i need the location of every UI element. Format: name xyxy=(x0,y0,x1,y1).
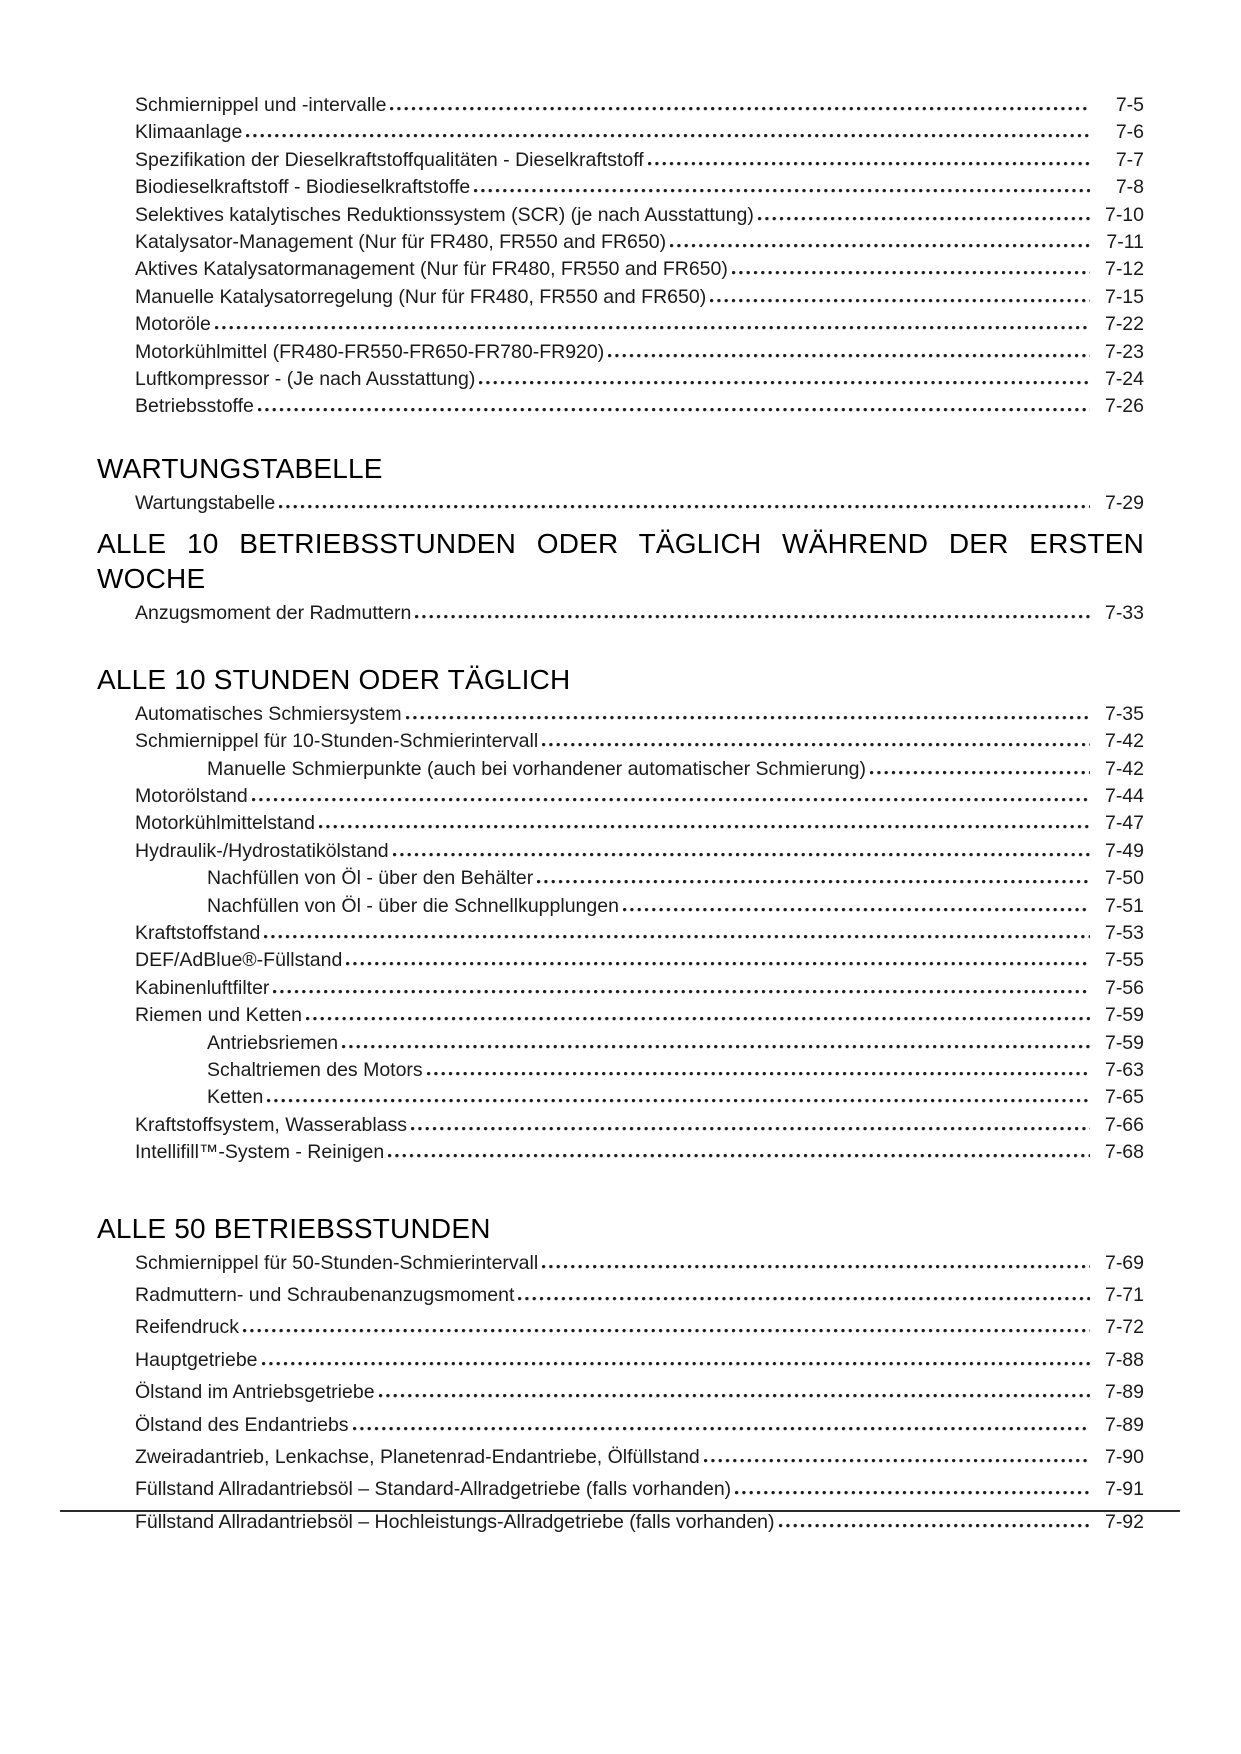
entry-page-number: 7-35 xyxy=(1104,702,1144,725)
entry-page-number: 7-92 xyxy=(1104,1510,1144,1533)
entry-label: Ölstand des Endantriebs xyxy=(135,1413,349,1436)
entry-label: Spezifikation der Dieselkraftstoffqualitäten - Dieselkraftstoff xyxy=(135,148,644,171)
entry-label: Motoröle xyxy=(135,313,211,336)
leader-dots-icon xyxy=(427,1072,1090,1076)
entry-page-number: 7-68 xyxy=(1104,1141,1144,1164)
entry-label: Antriebsriemen xyxy=(207,1031,339,1054)
toc-entry xyxy=(97,1250,1144,1277)
toc-entry xyxy=(97,366,1144,393)
toc-entry xyxy=(97,865,1144,892)
footer-divider xyxy=(60,1510,1180,1512)
entry-label: Manuelle Katalysatorregelung (Nur für FR480, FR550 and FR650) xyxy=(135,285,707,308)
entry-page-number: 7-22 xyxy=(1104,313,1144,336)
section-heading: ALLE 50 BETRIEBSSTUNDEN xyxy=(97,1212,491,1244)
toc-section xyxy=(97,526,1144,627)
section-entries xyxy=(97,600,1144,627)
entry-page-number: 7-12 xyxy=(1104,258,1144,281)
leader-dots-icon xyxy=(388,1154,1090,1158)
leader-dots-icon xyxy=(279,505,1090,509)
entry-label: Zweiradantrieb, Lenkachse, Planetenrad-Endantriebe, Ölfüllstand xyxy=(135,1446,700,1469)
entry-label: Reifendruck xyxy=(135,1316,240,1339)
leader-dots-icon xyxy=(518,1297,1090,1301)
entry-page-number: 7-56 xyxy=(1104,976,1144,999)
entry-label: Luftkompressor - (Je nach Ausstattung) xyxy=(135,368,476,391)
toc-entry xyxy=(97,783,1144,810)
entry-page-number: 7-49 xyxy=(1104,839,1144,862)
toc-entry xyxy=(97,174,1144,201)
entry-page-number: 7-88 xyxy=(1104,1348,1144,1371)
leader-dots-icon xyxy=(608,354,1090,358)
entry-page-number: 7-55 xyxy=(1104,949,1144,972)
section-entries xyxy=(97,92,1144,421)
leader-dots-icon xyxy=(273,990,1090,994)
entry-label: DEF/AdBlue®-Füllstand xyxy=(135,949,343,972)
entry-label: Intellifill™-System - Reinigen xyxy=(135,1141,385,1164)
leader-dots-icon xyxy=(732,271,1090,275)
toc-entry xyxy=(97,1057,1144,1084)
entry-page-number: 7-72 xyxy=(1104,1316,1144,1339)
entry-page-number: 7-53 xyxy=(1104,921,1144,944)
toc-entry xyxy=(97,1476,1144,1503)
toc-entry xyxy=(97,339,1144,366)
leader-dots-icon xyxy=(415,615,1090,619)
toc-entry xyxy=(97,728,1144,755)
toc-entry xyxy=(97,701,1144,728)
entry-label: Füllstand Allradantriebsöl – Hochleistungs-Allradgetriebe (falls vorhanden) xyxy=(135,1510,775,1533)
entry-label: Riemen und Ketten xyxy=(135,1004,302,1027)
entry-label: Kraftstoffsystem, Wasserablass xyxy=(135,1113,408,1136)
section-heading: ALLE 10 BETRIEBSSTUNDEN ODER TÄGLICH WÄHREND DER ERSTEN WOCHE xyxy=(97,528,1144,595)
leader-dots-icon xyxy=(319,825,1090,829)
entry-page-number: 7-59 xyxy=(1104,1004,1144,1027)
leader-dots-icon xyxy=(390,107,1090,111)
leader-dots-icon xyxy=(735,1491,1090,1495)
toc-section xyxy=(97,1211,1144,1537)
toc-entry xyxy=(97,1030,1144,1057)
toc-entry xyxy=(97,1412,1144,1439)
entry-label: Biodieselkraftstoff - Biodieselkraftstoffe xyxy=(135,176,471,199)
entry-label: Kraftstoffstand xyxy=(135,921,261,944)
leader-dots-icon xyxy=(704,1459,1090,1463)
toc-entry xyxy=(97,147,1144,174)
toc-entry xyxy=(97,838,1144,865)
leader-dots-icon xyxy=(758,217,1090,221)
toc-entry xyxy=(97,1379,1144,1406)
entry-page-number: 7-10 xyxy=(1104,203,1144,226)
leader-dots-icon xyxy=(346,962,1090,966)
entry-label: Radmuttern- und Schraubenanzugsmoment xyxy=(135,1284,515,1306)
section-entries xyxy=(97,1250,1144,1537)
leader-dots-icon xyxy=(623,908,1090,912)
entry-label: Schmiernippel für 50-Stunden-Schmierintervall xyxy=(135,1251,539,1274)
entry-label: Klimaanlage xyxy=(135,121,243,144)
entry-page-number: 7-51 xyxy=(1104,894,1144,917)
section-entries xyxy=(97,701,1144,1167)
entry-label: Hauptgetriebe xyxy=(135,1348,258,1371)
leader-dots-icon xyxy=(648,162,1090,166)
section-heading: WARTUNGSTABELLE xyxy=(97,452,383,484)
toc-section xyxy=(97,92,1144,421)
toc-entry xyxy=(97,600,1144,627)
leader-dots-icon xyxy=(406,716,1090,720)
entry-page-number: 7-44 xyxy=(1104,784,1144,807)
toc-entry xyxy=(97,810,1144,837)
leader-dots-icon xyxy=(252,798,1090,802)
leader-dots-icon xyxy=(246,134,1090,138)
leader-dots-icon xyxy=(870,771,1090,775)
leader-dots-icon xyxy=(670,244,1090,248)
entry-label: Anzugsmoment der Radmuttern xyxy=(135,602,412,625)
toc-entry xyxy=(97,256,1144,283)
entry-page-number: 7-6 xyxy=(1115,121,1144,144)
toc-entry xyxy=(97,490,1144,517)
entry-label: Füllstand Allradantriebsöl – Standard-Allradgetriebe (falls vorhanden) xyxy=(135,1478,732,1501)
leader-dots-icon xyxy=(474,189,1090,193)
entry-page-number: 7-59 xyxy=(1104,1031,1144,1054)
toc-entry xyxy=(97,756,1144,783)
entry-page-number: 7-50 xyxy=(1104,867,1144,890)
entry-page-number: 7-66 xyxy=(1104,1113,1144,1136)
entry-page-number: 7-24 xyxy=(1104,368,1144,391)
toc-entry xyxy=(97,1347,1144,1374)
entry-label: Ölstand im Antriebsgetriebe xyxy=(135,1381,375,1404)
leader-dots-icon xyxy=(342,1045,1090,1049)
entry-label: Manuelle Schmierpunkte (auch bei vorhandener automatischer Schmierung) xyxy=(207,757,867,780)
entry-page-number: 7-42 xyxy=(1104,757,1144,780)
entry-page-number: 7-29 xyxy=(1104,491,1144,514)
entry-label: Motorölstand xyxy=(135,784,248,807)
toc-entry xyxy=(97,1282,1144,1309)
entry-page-number: 7-63 xyxy=(1104,1058,1144,1081)
toc-entry xyxy=(97,920,1144,947)
toc-entry xyxy=(97,1444,1144,1471)
toc-entry xyxy=(97,947,1144,974)
toc-entry xyxy=(97,975,1144,1002)
toc-entry xyxy=(97,1509,1144,1536)
entry-page-number: 7-71 xyxy=(1104,1284,1144,1306)
entry-label: Selektives katalytisches Reduktionssystem (SCR) (je nach Ausstattung) xyxy=(135,203,754,226)
entry-label: Schaltriemen des Motors xyxy=(207,1058,423,1081)
entry-label: Aktives Katalysatormanagement (Nur für FR480, FR550 and FR650) xyxy=(135,258,728,281)
leader-dots-icon xyxy=(393,853,1090,857)
entry-page-number: 7-90 xyxy=(1104,1446,1144,1469)
section-entries xyxy=(97,490,1144,517)
leader-dots-icon xyxy=(542,1265,1090,1269)
entry-page-number: 7-33 xyxy=(1104,602,1144,625)
toc-entry xyxy=(97,1002,1144,1029)
leader-dots-icon xyxy=(479,381,1090,385)
entry-page-number: 7-5 xyxy=(1115,94,1144,116)
toc-entry xyxy=(97,1084,1144,1111)
entry-label: Hydraulik-/Hydrostatikölstand xyxy=(135,839,389,862)
leader-dots-icon xyxy=(267,1099,1090,1103)
entry-label: Automatisches Schmiersystem xyxy=(135,702,402,725)
entry-page-number: 7-7 xyxy=(1115,148,1144,171)
toc-entry xyxy=(97,1139,1144,1166)
entry-page-number: 7-42 xyxy=(1104,730,1144,753)
entry-label: Wartungstabelle xyxy=(135,491,276,514)
toc-entry xyxy=(97,393,1144,420)
entry-label: Betriebsstoffe xyxy=(135,395,254,418)
toc-entry xyxy=(97,119,1144,146)
leader-dots-icon xyxy=(353,1427,1090,1431)
leader-dots-icon xyxy=(537,880,1090,884)
entry-page-number: 7-26 xyxy=(1104,395,1144,418)
entry-page-number: 7-47 xyxy=(1104,812,1144,835)
leader-dots-icon xyxy=(258,408,1090,412)
leader-dots-icon xyxy=(264,935,1090,939)
section-heading: ALLE 10 STUNDEN ODER TÄGLICH xyxy=(97,663,571,695)
leader-dots-icon xyxy=(262,1362,1090,1366)
toc-entry xyxy=(97,893,1144,920)
entry-label: Kabinenluftfilter xyxy=(135,976,270,999)
entry-page-number: 7-69 xyxy=(1104,1251,1144,1274)
entry-label: Motorkühlmittelstand xyxy=(135,812,315,835)
leader-dots-icon xyxy=(215,326,1090,330)
leader-dots-icon xyxy=(779,1524,1090,1528)
entry-label: Ketten xyxy=(207,1086,264,1109)
entry-page-number: 7-8 xyxy=(1115,176,1144,199)
entry-page-number: 7-89 xyxy=(1104,1381,1144,1404)
leader-dots-icon xyxy=(710,299,1090,303)
toc-entry xyxy=(97,229,1144,256)
entry-page-number: 7-15 xyxy=(1104,285,1144,308)
toc-entry xyxy=(97,202,1144,229)
toc-entry xyxy=(97,311,1144,338)
toc-entry xyxy=(97,284,1144,311)
toc-section xyxy=(97,662,1144,1167)
entry-page-number: 7-89 xyxy=(1104,1413,1144,1436)
entry-label: Nachfüllen von Öl - über die Schnellkupplungen xyxy=(207,894,619,917)
leader-dots-icon xyxy=(243,1329,1090,1333)
entry-label: Schmiernippel für 10-Stunden-Schmierintervall xyxy=(135,730,539,753)
toc-entry xyxy=(97,1112,1144,1139)
entry-label: Nachfüllen von Öl - über den Behälter xyxy=(207,867,534,890)
entry-page-number: 7-65 xyxy=(1104,1086,1144,1109)
leader-dots-icon xyxy=(542,743,1090,747)
toc-entry xyxy=(97,1314,1144,1341)
entry-label: Katalysator-Management (Nur für FR480, FR550 and FR650) xyxy=(135,231,667,254)
entry-page-number: 7-11 xyxy=(1106,231,1144,254)
entry-label: Motorkühlmittel (FR480-FR550-FR650-FR780-FR920) xyxy=(135,340,605,363)
leader-dots-icon xyxy=(379,1394,1090,1398)
leader-dots-icon xyxy=(306,1017,1090,1021)
toc-entry xyxy=(97,92,1144,119)
entry-page-number: 7-23 xyxy=(1104,340,1144,363)
leader-dots-icon xyxy=(411,1127,1090,1131)
toc-section xyxy=(97,451,1144,517)
entry-label: Schmiernippel und -intervalle xyxy=(135,94,387,116)
entry-page-number: 7-91 xyxy=(1104,1478,1144,1501)
